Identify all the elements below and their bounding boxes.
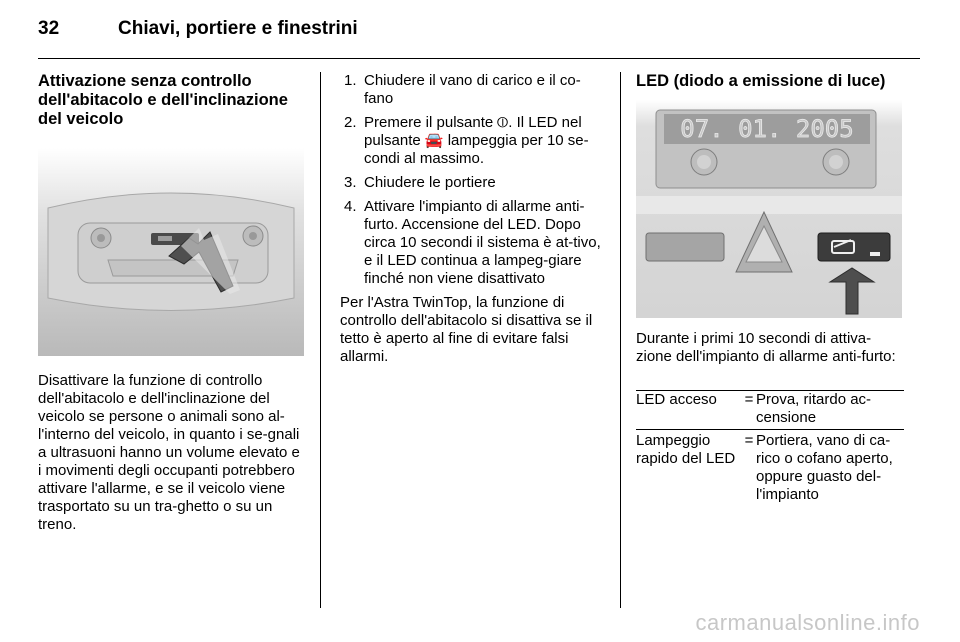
step-item: 1. Chiudere il vano di carico e il co-fano <box>344 72 581 107</box>
interior-sensor-illustration <box>38 148 304 356</box>
page-number: 32 <box>38 18 60 39</box>
clock-display-text: 07. 01. 2005 <box>680 115 854 143</box>
deactivation-body: Disattivare la funzione di controllo dell'abitacolo e dell'inclinazione del veicolo se persone o animali sono al-l'interno del veicolo, in quanto i se-gnali a ultrasuoni hanno un volume elevato e i movimenti degli occupanti potrebbero attivare l'allarme, e se il veicolo viene trasportato su un tra-ghetto o su un treno. <box>38 372 300 533</box>
procedure-steps <box>340 72 604 288</box>
watermark: carmanualsonline.info <box>695 610 920 635</box>
column-divider-1 <box>320 72 321 608</box>
dashboard-led-illustration <box>636 100 902 318</box>
step-item: 2. Premere il pulsante ⦶. Il LED nel pulsante 🚘 lampeggia per 10 se-condi al massimo. <box>344 114 589 167</box>
led-status-table <box>636 390 904 504</box>
section-heading-led: LED (diodo a emissione di luce) <box>636 72 886 90</box>
header-rule <box>38 58 920 59</box>
column-divider-2 <box>620 72 621 608</box>
twintop-note: Per l'Astra TwinTop, la funzione di controllo dell'abitacolo si disattiva se il tetto è aperto al fine di evitare falsi allarmi. <box>340 294 593 365</box>
led-intro: Durante i primi 10 secondi di attiva-zione dell'impianto di allarme anti-furto: <box>636 330 896 365</box>
column-1 <box>38 72 304 533</box>
table-row: Lampeggio rapido del LED = Portiera, vano di ca-rico o cofano aperto, oppure guasto del-l'impianto <box>636 430 904 505</box>
step-item: 4. Attivare l'impianto di allarme anti-furto. Accensione del LED. Dopo circa 10 secondi il sistema è at-tivo, e il LED continua a lampeg-giare finché non viene disattivato <box>344 198 601 287</box>
column-2 <box>340 72 604 366</box>
page-header <box>38 18 358 40</box>
table-row: LED acceso = Prova, ritardo ac-censione <box>636 391 904 430</box>
page-title: Chiavi, portiere e finestrini <box>118 18 358 39</box>
section-heading-deactivation: Attivazione senza controllo dell'abitacolo e dell'inclinazione del veicolo <box>38 72 288 128</box>
step-item: 3. Chiudere le portiere <box>344 174 496 191</box>
